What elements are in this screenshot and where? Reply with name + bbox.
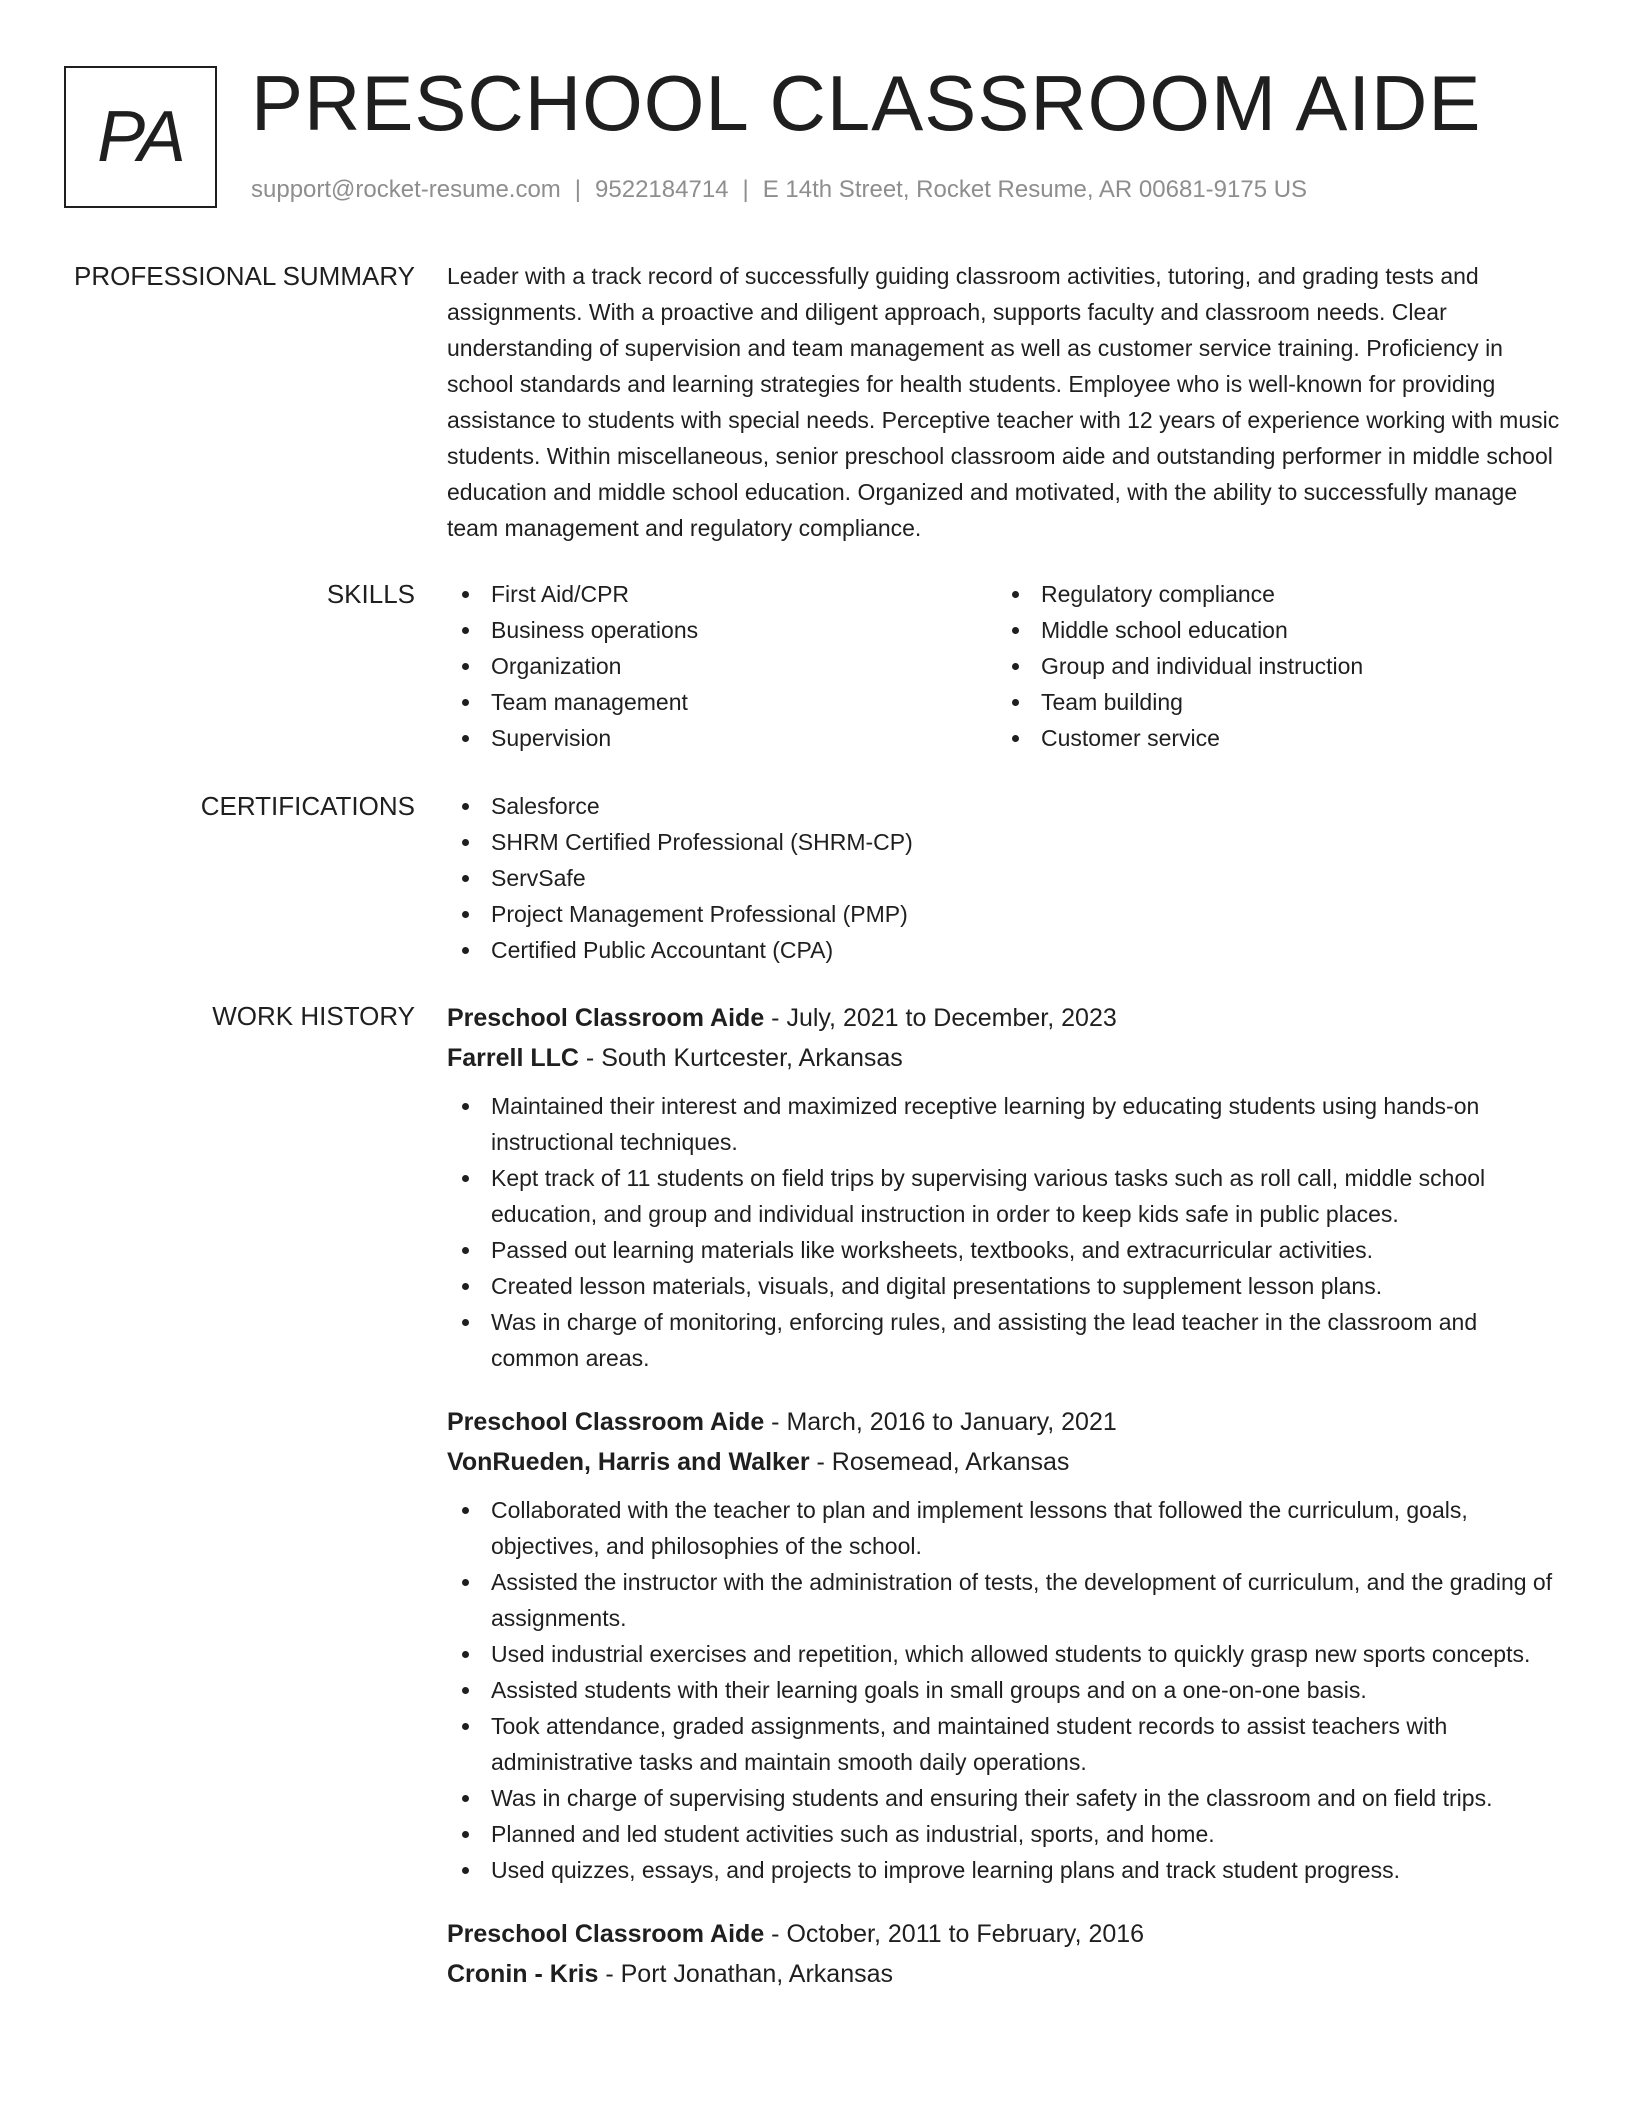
certifications-heading: CERTIFICATIONS <box>200 791 415 821</box>
job-duty-item: Maintained their interest and maximized receptive learning by educating students using hands-on instructional techniques. <box>447 1088 1567 1160</box>
job-duty-item: Used quizzes, essays, and projects to improve learning plans and track student progress. <box>447 1852 1567 1888</box>
job-title: Preschool Classroom Aide <box>447 1004 765 1032</box>
job-entry <box>447 998 1567 1376</box>
certification-item: Project Management Professional (PMP) <box>447 896 1567 932</box>
skill-item: First Aid/CPR <box>447 576 997 612</box>
skills-list-left <box>447 576 997 756</box>
job-duty-item: Collaborated with the teacher to plan and implement lessons that followed the curriculum, goals, objectives, and philosophies of the school. <box>447 1492 1567 1564</box>
certification-item: ServSafe <box>447 860 1567 896</box>
skill-item: Regulatory compliance <box>997 576 1547 612</box>
monogram-text: PA <box>97 97 184 177</box>
resume-title: PRESCHOOL CLASSROOM AIDE <box>251 59 1482 147</box>
job-company: Farrell LLC <box>447 1044 579 1072</box>
job-duty-item: Assisted the instructor with the administration of tests, the development of curriculum, and the grading of assignments. <box>447 1564 1567 1636</box>
job-company-line <box>447 1038 1567 1078</box>
contact-email[interactable]: support@rocket-resume.com <box>251 176 561 203</box>
job-duty-item: Was in charge of monitoring, enforcing rules, and assisting the lead teacher in the classroom and common areas. <box>447 1304 1567 1376</box>
skill-item: Team building <box>997 684 1547 720</box>
job-location: - Rosemead, Arkansas <box>809 1448 1070 1476</box>
job-dates: - July, 2021 to December, 2023 <box>764 1004 1117 1032</box>
skills-heading: SKILLS <box>326 579 415 609</box>
job-title: Preschool Classroom Aide <box>447 1920 765 1948</box>
skill-item: Business operations <box>447 612 997 648</box>
job-location: - South Kurtcester, Arkansas <box>578 1044 903 1072</box>
summary-body <box>447 258 1567 546</box>
skill-item: Customer service <box>997 720 1547 756</box>
monogram-logo <box>64 66 217 208</box>
job-dates: - October, 2011 to February, 2016 <box>764 1920 1145 1948</box>
job-title-line <box>447 1402 1567 1442</box>
contact-line <box>251 174 1307 206</box>
skill-item: Supervision <box>447 720 997 756</box>
job-duty-item: Planned and led student activities such as industrial, sports, and home. <box>447 1816 1567 1852</box>
skill-item: Organization <box>447 648 997 684</box>
summary-heading: PROFESSIONAL SUMMARY <box>74 261 415 291</box>
job-duty-item: Was in charge of supervising students and ensuring their safety in the classroom and on field trips. <box>447 1780 1567 1816</box>
certification-item: Salesforce <box>447 788 1567 824</box>
skill-item: Middle school education <box>997 612 1547 648</box>
certifications-list <box>447 788 1567 968</box>
job-title-line <box>447 998 1567 1038</box>
skills-body <box>447 576 1567 756</box>
job-entry <box>447 1914 1567 1994</box>
job-entry <box>447 1402 1567 1888</box>
skills-list-right <box>997 576 1547 756</box>
job-duties-list <box>447 1492 1567 1888</box>
skill-item: Team management <box>447 684 997 720</box>
work-history-body <box>447 998 1567 2020</box>
contact-address: E 14th Street, Rocket Resume, AR 00681-9175 US <box>762 176 1308 203</box>
work-history-heading: WORK HISTORY <box>212 1001 415 1031</box>
job-duty-item: Kept track of 11 students on field trips by supervising various tasks such as roll call, middle school education, and group and individual instruction in order to keep kids safe in public places. <box>447 1160 1567 1232</box>
certification-item: Certified Public Accountant (CPA) <box>447 932 1567 968</box>
job-company-line <box>447 1954 1567 1994</box>
job-title-line <box>447 1914 1567 1954</box>
job-duty-item: Assisted students with their learning goals in small groups and on a one-on-one basis. <box>447 1672 1567 1708</box>
contact-phone[interactable]: 9522184714 <box>595 176 729 203</box>
contact-separator: | <box>574 176 582 203</box>
job-company-line <box>447 1442 1567 1482</box>
skill-item: Group and individual instruction <box>997 648 1547 684</box>
job-duty-item: Used industrial exercises and repetition, which allowed students to quickly grasp new sports concepts. <box>447 1636 1567 1672</box>
job-title: Preschool Classroom Aide <box>447 1408 765 1436</box>
certification-item: SHRM Certified Professional (SHRM-CP) <box>447 824 1567 860</box>
job-dates: - March, 2016 to January, 2021 <box>764 1408 1117 1436</box>
job-duty-item: Passed out learning materials like worksheets, textbooks, and extracurricular activities. <box>447 1232 1567 1268</box>
job-company: Cronin - Kris <box>447 1960 599 1988</box>
job-company: VonRueden, Harris and Walker <box>447 1448 810 1476</box>
contact-separator: | <box>742 176 749 203</box>
job-duties-list <box>447 1088 1567 1376</box>
job-location: - Port Jonathan, Arkansas <box>598 1960 894 1988</box>
job-duty-item: Created lesson materials, visuals, and digital presentations to supplement lesson plans. <box>447 1268 1567 1304</box>
summary-text: Leader with a track record of successfully guiding classroom activities, tutoring, and grading tests and assignments. With a proactive and diligent approach, supports faculty and classroom needs. Clear understanding of supervision and team management as well as customer service training. Proficiency in school standards and learning strategies for health students. Employee who is well-known for providing assistance to students with special needs. Perceptive teacher with 12 years of experience working with music students. Within miscellaneous, senior preschool classroom aide and outstanding performer in middle school education and middle school education. Organized and motivated, with the ability to successfully manage team management and regulatory compliance. <box>447 263 1560 541</box>
job-duty-item: Took attendance, graded assignments, and maintained student records to assist teachers with administrative tasks and maintain smooth daily operations. <box>447 1708 1567 1780</box>
certifications-body <box>447 788 1567 968</box>
